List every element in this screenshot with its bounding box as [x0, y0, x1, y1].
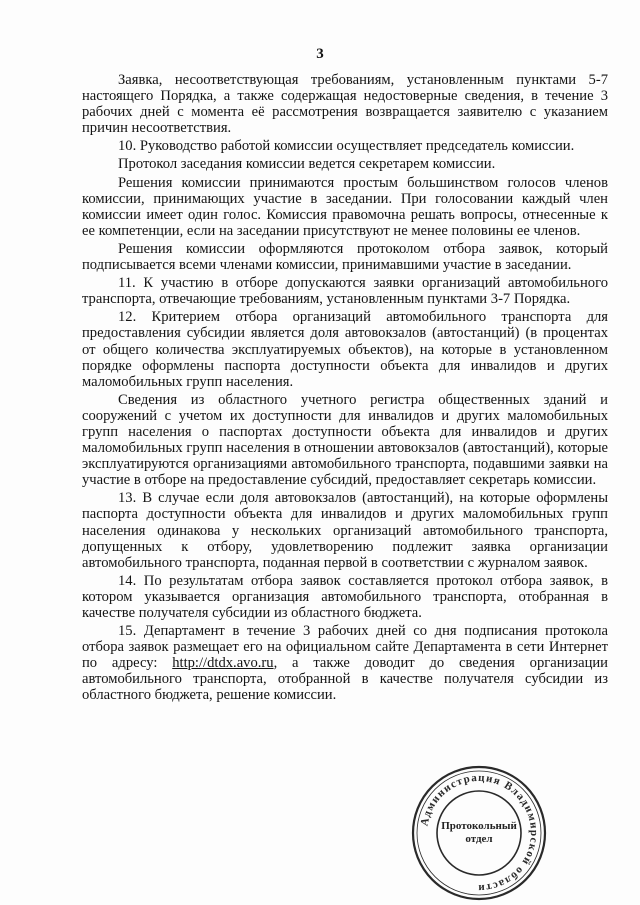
stamp-ring-text: Администрация Владимирской области — [418, 771, 541, 895]
paragraph: 13. В случае если доля автовокзалов (автостанций), на которые оформлены паспорта доступности объекта для инвалидов и других маломобильных групп населения одинакова у нескольких организаций автомобильного транспорта, допущенных к отбору, удовлетворению подлежит заявка организации автомобильного транспорта, поданная первой в соответствии с журналом заявок. — [82, 490, 608, 571]
paragraph: 10. Руководство работой комиссии осуществляет председатель комиссии. — [118, 138, 575, 155]
website-link[interactable]: http://dtdx.avo.ru — [172, 655, 274, 672]
paragraph: 12. Критерием отбора организаций автомобильного транспорта для предоставления субсидии является доля автовокзалов (автостанций) (в процентах от общего количества эксплуатируемых объектов), на которые в установленном порядке оформлены паспорта доступности объекта для инвалидов и других маломобильных групп населения. — [82, 309, 608, 390]
paragraph-text: 15. Департамент в течение 3 рабочих дней со дня подписания протокола отбора заявок размещает его на официальном сайте Департамента в сети Интернет по адресу: — [82, 623, 608, 672]
paragraph: 11. К участию в отборе допускаются заявки организаций автомобильного транспорта, отвечающие требованиям, установленным пунктами 3-7 Порядка. — [82, 275, 608, 308]
paragraph: Заявка, несоответствующая требованиям, установленным пунктами 5-7 настоящего Порядка, а также содержащая недостоверные сведения, в течение 3 рабочих дней с момента её рассмотрения возвращается заявителю с указанием причин несоответствия. — [82, 72, 608, 137]
paragraph-text: , а также доводит до сведения организации автомобильного транспорта, отобранной в качестве получателя субсидии из областного бюджета, решение комиссии. — [82, 655, 608, 704]
paragraph: 14. По результатам отбора заявок составляется протокол отбора заявок, в котором указывается организация автомобильного транспорта, отобранная в качестве получателя субсидии из областного бюджета. — [82, 572, 608, 621]
paragraph: Сведения из областного учетного регистра общественных зданий и сооружений с учетом их доступности для инвалидов и других маломобильных групп населения о паспортах доступности объекта для инвалидов и других маломобильных групп населения в отношении автовокзалов (автостанций), которые эксплуатируются организациями автомобильного транспорта, подавшими заявки на участие в отборе на предоставление субсидий, предоставляет секретарь комиссии. — [82, 391, 608, 489]
document-body — [82, 72, 608, 704]
paragraph: Решения комиссии оформляются протоколом отбора заявок, который подписывается всеми членами комиссии, принимавшими участие в заседании. — [82, 240, 608, 274]
stamp-label — [410, 820, 548, 846]
page-number: 3 — [316, 46, 324, 62]
paragraph-with-link — [82, 623, 608, 703]
stamp-line: отдел — [465, 833, 493, 845]
paragraph: Решения комиссии принимаются простым большинством голосов членов комиссии, принимающих участие в заседании. При голосовании каждый член комиссии имеет один голос. Комиссия правомочна решать вопросы, отнесенные к ее компетенции, если на заседании присутствуют не менее половины ее членов. — [82, 174, 608, 239]
stamp-line: Протокольный — [441, 820, 517, 832]
paragraph: Протокол заседания комиссии ведется секретарем комиссии. — [118, 156, 496, 173]
